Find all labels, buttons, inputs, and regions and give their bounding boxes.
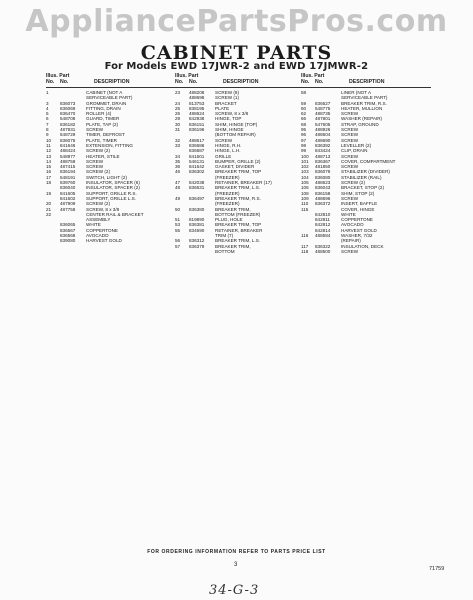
illus-no: 100 bbox=[301, 153, 309, 159]
illus-no: 36 bbox=[175, 164, 181, 170]
part-description: WASHER, 7/32 bbox=[341, 233, 373, 239]
column-header bbox=[175, 74, 306, 88]
part-description: SCREW bbox=[341, 111, 359, 117]
part-description: BREAKER TRIM, L.S. bbox=[215, 238, 261, 244]
header-illus-part: Illus. Part bbox=[175, 73, 199, 79]
part-description: SCREW bbox=[86, 164, 104, 170]
part-no: 836079 bbox=[315, 169, 331, 175]
illus-no: 17 bbox=[46, 174, 52, 180]
part-no: 487758 bbox=[60, 206, 76, 212]
part-no: 481850 bbox=[315, 164, 331, 170]
part-description: CENTER RAIL & BRACKET bbox=[86, 211, 144, 217]
part-description: BREAKER TRIM, R.S. bbox=[341, 100, 387, 106]
illus-no: 109 bbox=[301, 195, 309, 201]
illus-no: 10 bbox=[46, 137, 52, 143]
part-description: WASHER (REPAIR) bbox=[341, 116, 383, 122]
illus-no: 105 bbox=[301, 180, 309, 186]
part-no: 836151 bbox=[189, 121, 205, 127]
part-no: 836687 bbox=[189, 148, 205, 154]
part-no: 548708 bbox=[60, 116, 76, 122]
models-prefix: For Models bbox=[104, 61, 167, 72]
illus-no: 8 bbox=[46, 127, 49, 133]
illus-no: 5 bbox=[46, 111, 49, 117]
part-no: 488617 bbox=[189, 137, 205, 143]
part-description: SCREW bbox=[341, 127, 359, 133]
part-no: 836080 bbox=[315, 174, 331, 180]
part-description: WHITE bbox=[341, 211, 356, 217]
part-description: CABINET (NOT A bbox=[86, 90, 123, 95]
illus-no: 31 bbox=[175, 127, 181, 133]
part-description: STRAP, GROUND bbox=[341, 121, 379, 127]
part-description: PLUG, HOLE bbox=[215, 217, 243, 223]
part-no: 548191 bbox=[60, 174, 76, 180]
part-description: GASKET, DIVIDER bbox=[215, 164, 255, 170]
part-description: SCREW bbox=[341, 132, 359, 138]
illus-no: 16 bbox=[46, 169, 52, 175]
part-description: INSERT, BAFFLE bbox=[341, 201, 378, 207]
part-description: PLATE, TAP (2) bbox=[86, 121, 119, 127]
illus-no: 1 bbox=[46, 90, 49, 95]
illus-no: 99 bbox=[301, 148, 307, 154]
illus-no: 48 bbox=[175, 185, 181, 191]
part-no: 842812 bbox=[315, 222, 331, 228]
illus-no: 13 bbox=[46, 153, 52, 159]
page-number: 3 bbox=[234, 562, 238, 568]
header-description: DESCRIPTION bbox=[94, 79, 130, 85]
part-no: 813753 bbox=[189, 100, 205, 106]
illus-no: 24 bbox=[175, 100, 181, 106]
part-no: 488604 bbox=[315, 132, 331, 138]
part-no: 546131 bbox=[189, 158, 205, 164]
part-description: AVOCADO bbox=[86, 233, 109, 239]
parts-rows bbox=[175, 90, 306, 254]
illus-no: 56 bbox=[175, 238, 181, 244]
part-no: 839760 bbox=[60, 180, 76, 186]
part-no: 836312 bbox=[189, 238, 205, 244]
page-title: CABINET PARTS bbox=[140, 42, 333, 64]
illus-no: 22 bbox=[46, 211, 52, 217]
illus-no: 103 bbox=[301, 169, 309, 175]
part-description: SCREW bbox=[341, 248, 359, 254]
part-no: 841605 bbox=[60, 190, 76, 196]
illus-no: 102 bbox=[301, 164, 309, 170]
illus-no: 110 bbox=[301, 201, 309, 207]
header-part-no: No. bbox=[60, 79, 69, 85]
parts-rows bbox=[301, 90, 431, 254]
part-description: FITTING, DRAIN bbox=[86, 105, 121, 111]
illus-no: 6 bbox=[46, 116, 49, 122]
illus-no: 106 bbox=[301, 185, 309, 191]
part-no: 841646 bbox=[60, 142, 76, 148]
illus-no: 34 bbox=[175, 153, 181, 159]
part-no: 488584 bbox=[315, 233, 331, 239]
header-description: DESCRIPTION bbox=[223, 79, 259, 85]
part-description: BRACKET, STOP (2) bbox=[341, 185, 384, 191]
part-description: COPPERTONE bbox=[86, 227, 118, 233]
illus-no: 97 bbox=[301, 137, 307, 143]
header-illus-no: No. bbox=[301, 79, 310, 85]
model-numbers: EWD 17JWR-2 and EWD 17JMWR-2 bbox=[170, 61, 369, 72]
part-no: 488208 bbox=[189, 90, 205, 95]
part-description: SCREW, 8 x 3/8 bbox=[86, 206, 120, 212]
part-description: SCREW (2) bbox=[86, 201, 110, 207]
illus-no: 53 bbox=[175, 222, 181, 228]
part-description: HEATER, STILE bbox=[86, 153, 120, 159]
part-no: 842038 bbox=[189, 180, 205, 186]
part-no: 836372 bbox=[315, 201, 331, 207]
part-no: 488624 bbox=[189, 111, 205, 117]
part-no: 836158 bbox=[315, 190, 331, 196]
part-no: 487415 bbox=[60, 164, 76, 170]
part-description: SCREW bbox=[86, 158, 104, 164]
part-no: 836040 bbox=[60, 185, 76, 191]
part-description: RETAINER, BREAKER bbox=[215, 227, 263, 233]
part-no: 488759 bbox=[60, 158, 76, 164]
illus-no: 19 bbox=[46, 190, 52, 196]
parts-column-1 bbox=[46, 74, 178, 244]
part-no: 836073 bbox=[60, 100, 76, 106]
part-description: (FREEZER) bbox=[215, 190, 240, 196]
column-header bbox=[301, 74, 431, 88]
part-description: CLIP, DRAIN bbox=[341, 148, 368, 154]
part-description: BRACKET bbox=[215, 100, 237, 106]
header-illus-part: Illus. Part bbox=[301, 73, 325, 79]
part-description: HEATER, MULLION bbox=[341, 105, 383, 111]
part-no: 842814 bbox=[315, 227, 331, 233]
illus-no: 20 bbox=[46, 201, 52, 207]
part-no: 836367 bbox=[315, 158, 331, 164]
part-description: BREAKER TRIM, bbox=[215, 243, 251, 249]
header-part-no: No. bbox=[189, 79, 198, 85]
part-no: 548775 bbox=[315, 105, 331, 111]
part-description: AVOCADO bbox=[341, 222, 364, 228]
illus-no: 14 bbox=[46, 158, 52, 164]
illus-no: 30 bbox=[175, 121, 181, 127]
parts-row bbox=[175, 249, 306, 254]
part-no: 836568 bbox=[60, 233, 76, 239]
part-no: 488698 bbox=[189, 95, 205, 101]
part-no: 488690 bbox=[315, 137, 331, 143]
part-no: 487909 bbox=[60, 201, 76, 207]
part-description: (REPAIR) bbox=[341, 238, 361, 244]
part-description: SUPPORT, GRILLE R.S. bbox=[86, 190, 137, 196]
part-no: 841601 bbox=[189, 153, 205, 159]
part-description: BREAKER TRIM, TOP bbox=[215, 169, 262, 175]
part-description: (FREEZER) bbox=[215, 174, 240, 180]
part-description: HARVEST GOLD bbox=[341, 227, 377, 233]
part-description: HINGE, R.H. bbox=[215, 142, 242, 148]
part-description: STABILIZER (DIVIDER) bbox=[341, 169, 390, 175]
part-no: 488735 bbox=[315, 111, 331, 117]
part-no: 836196 bbox=[189, 127, 205, 133]
illus-no: 66 bbox=[301, 116, 307, 122]
part-description: COVER, COMPARTMENT bbox=[341, 158, 396, 164]
part-description: BREAKER TRIM, L.S. bbox=[215, 185, 261, 191]
part-no: 488926 bbox=[315, 127, 331, 133]
part-description: SHIM, HINGE bbox=[215, 127, 244, 133]
part-description: COVER, HINGE bbox=[341, 206, 375, 212]
part-description: ASSEMBLY bbox=[86, 217, 111, 223]
part-description: GROMMET, DRAIN bbox=[86, 100, 127, 106]
part-description: LEVELLER (2) bbox=[341, 142, 372, 148]
header-illus-no: No. bbox=[175, 79, 184, 85]
part-no: 488500 bbox=[315, 248, 331, 254]
part-description: BREAKER TRIM, R.S. bbox=[215, 195, 261, 201]
part-no: 547605 bbox=[315, 121, 331, 127]
part-description: SUPPORT, GRILLE L.S. bbox=[86, 195, 136, 201]
illus-no: 33 bbox=[175, 142, 181, 148]
part-description: SCREW (2) bbox=[86, 169, 110, 175]
illus-no: 25 bbox=[175, 105, 181, 111]
part-description: STABILIZER (RAIL) bbox=[341, 174, 382, 180]
part-description: BREAKER TRIM, TOP bbox=[215, 222, 262, 228]
part-description: COPPERTONE bbox=[341, 217, 373, 223]
header-illus-no: No. bbox=[46, 79, 55, 85]
part-no: 836470 bbox=[60, 111, 76, 117]
part-description: BOTTOM (FREEZER) bbox=[215, 211, 261, 217]
part-no: 836380 bbox=[189, 206, 205, 212]
illus-no: 116 bbox=[301, 233, 309, 239]
part-no: 836065 bbox=[60, 222, 76, 228]
part-no: 819890 bbox=[189, 217, 205, 223]
part-description: BOTTOM bbox=[215, 248, 235, 254]
part-no: 548729 bbox=[60, 132, 76, 138]
illus-no: 32 bbox=[175, 137, 181, 143]
part-description: SHIM, HINGE (TOP) bbox=[215, 121, 258, 127]
models-subtitle bbox=[0, 61, 473, 72]
part-no: 836686 bbox=[189, 142, 205, 148]
part-description: SCREW bbox=[341, 137, 359, 143]
illus-no: 21 bbox=[46, 206, 52, 212]
part-no: 836379 bbox=[189, 243, 205, 249]
illus-no: 35 bbox=[175, 158, 181, 164]
illus-no: 51 bbox=[175, 217, 181, 223]
part-description: SCREW bbox=[341, 164, 359, 170]
illus-no: 96 bbox=[301, 132, 307, 138]
part-description: SERVICEABLE PART) bbox=[341, 95, 388, 101]
part-no: 487801 bbox=[315, 116, 331, 122]
part-no: 834690 bbox=[189, 227, 205, 233]
illus-no: 4 bbox=[46, 105, 49, 111]
illus-no: 3 bbox=[46, 100, 49, 106]
illus-no: 98 bbox=[301, 142, 307, 148]
part-description: EXTENSION, FITTING bbox=[86, 142, 133, 148]
part-description: SCREW bbox=[215, 137, 233, 143]
column-header bbox=[46, 74, 178, 88]
part-no: 836322 bbox=[315, 243, 331, 249]
part-no: 842938 bbox=[189, 116, 205, 122]
illus-no: 115 bbox=[301, 206, 309, 212]
part-no: 548977 bbox=[60, 153, 76, 159]
part-description: INSULATOR, SPACER (2) bbox=[86, 185, 140, 191]
parts-column-3 bbox=[301, 74, 431, 254]
part-description: GUARD, TIMER bbox=[86, 116, 120, 122]
part-description: SERVICEABLE PART) bbox=[86, 95, 133, 101]
ordering-footnote: FOR ORDERING INFORMATION REFER TO PARTS PRICE LIST bbox=[147, 549, 326, 555]
illus-no: 101 bbox=[301, 158, 309, 164]
part-description: SCREW bbox=[341, 153, 359, 159]
parts-row bbox=[301, 249, 431, 254]
part-description: INSULATOR, SPACER (6) bbox=[86, 180, 140, 186]
illus-no: 9 bbox=[46, 132, 49, 138]
part-no: 488424 bbox=[60, 148, 76, 154]
part-no: 842810 bbox=[315, 211, 331, 217]
part-no: 488696 bbox=[315, 195, 331, 201]
part-no: 836194 bbox=[60, 169, 76, 175]
part-description: WHITE bbox=[86, 222, 101, 228]
illus-no: 47 bbox=[175, 180, 181, 186]
illus-no: 58 bbox=[301, 90, 307, 95]
part-no: 836567 bbox=[60, 227, 76, 233]
illus-no: 59 bbox=[301, 100, 307, 106]
part-description: HINGE, L.H. bbox=[215, 148, 241, 154]
part-description: HINGE, TOP bbox=[215, 116, 242, 122]
illus-no: 49 bbox=[175, 195, 181, 201]
part-no: 488623 bbox=[315, 180, 331, 186]
part-no: 487931 bbox=[60, 127, 76, 133]
illus-no: 68 bbox=[301, 121, 307, 127]
illus-no: 23 bbox=[175, 90, 181, 95]
part-description: (BOTTOM REPAIR) bbox=[215, 132, 256, 138]
part-description: SCREW, 8 x 3/8 bbox=[215, 111, 249, 117]
watermark: AppliancePartsPros.com bbox=[25, 4, 448, 39]
parts-column-2 bbox=[175, 74, 306, 254]
part-description: PLATE, TIMER bbox=[86, 137, 117, 143]
part-no: 836302 bbox=[189, 169, 205, 175]
part-description: SCREW bbox=[341, 195, 359, 201]
part-description: BREAKER TRIM, bbox=[215, 206, 251, 212]
part-description: SCREW bbox=[86, 127, 104, 133]
part-description: ROLLER (4) bbox=[86, 111, 112, 117]
part-description: SCREW (2) bbox=[341, 180, 365, 186]
part-description: SCREW (1) bbox=[215, 95, 239, 101]
illus-no: 12 bbox=[46, 148, 52, 154]
part-description: BUMPER, GRILLE (2) bbox=[215, 158, 261, 164]
part-description: TIMER, DEFROST bbox=[86, 132, 125, 138]
header-part-no: No. bbox=[315, 79, 324, 85]
part-no: 836043 bbox=[315, 185, 331, 191]
illus-no: 108 bbox=[301, 190, 309, 196]
part-description: SHIM, STOP (2) bbox=[341, 190, 375, 196]
part-description: SWITCH, LIGHT (2) bbox=[86, 174, 128, 180]
part-no: 836381 bbox=[189, 222, 205, 228]
illus-no: 57 bbox=[175, 243, 181, 249]
part-description: (FREEZER) bbox=[215, 201, 240, 207]
illus-no: 117 bbox=[301, 243, 309, 249]
part-no: 841642 bbox=[189, 164, 205, 170]
illus-no: 60 bbox=[301, 105, 307, 111]
illus-no: 62 bbox=[301, 111, 307, 117]
illus-no: 95 bbox=[301, 127, 307, 133]
parts-rows bbox=[46, 90, 178, 244]
part-no: 839080 bbox=[60, 238, 76, 244]
illus-no: 55 bbox=[175, 227, 181, 233]
part-description: GRILLE bbox=[215, 153, 232, 159]
illus-no: 118 bbox=[301, 248, 309, 254]
header-description: DESCRIPTION bbox=[349, 79, 385, 85]
part-no: 836182 bbox=[60, 121, 76, 127]
illus-no: 46 bbox=[175, 169, 181, 175]
part-no: 836392 bbox=[315, 142, 331, 148]
document-number: 71759 bbox=[429, 566, 445, 572]
part-no: 836631 bbox=[189, 185, 205, 191]
part-no: 836627 bbox=[315, 100, 331, 106]
illus-no: 50 bbox=[175, 206, 181, 212]
illus-no: 29 bbox=[175, 116, 181, 122]
part-description: HARVEST GOLD bbox=[86, 238, 122, 244]
part-description: PLATE bbox=[215, 105, 230, 111]
part-no: 843424 bbox=[315, 148, 331, 154]
part-no: 836497 bbox=[189, 195, 205, 201]
part-no: 842811 bbox=[315, 217, 330, 223]
illus-no: 104 bbox=[301, 174, 309, 180]
illus-no: 26 bbox=[175, 111, 181, 117]
part-no: 488713 bbox=[315, 153, 331, 159]
part-description: RETAINER, BREAKER (17) bbox=[215, 180, 272, 186]
part-no: 836069 bbox=[60, 105, 76, 111]
part-no: 836075 bbox=[60, 137, 76, 143]
handwritten-note: 34-G-3 bbox=[209, 583, 260, 598]
part-description: LINER (NOT A bbox=[341, 90, 372, 95]
part-no: 838195 bbox=[189, 105, 205, 111]
part-description: SCREW (8) bbox=[215, 90, 239, 95]
part-description: SCREW (2) bbox=[86, 148, 110, 154]
header-illus-part: Illus. Part bbox=[46, 73, 70, 79]
illus-no: 18 bbox=[46, 180, 52, 186]
parts-row bbox=[46, 238, 178, 243]
illus-no: 7 bbox=[46, 121, 49, 127]
part-description: INSULATION, DECK bbox=[341, 243, 384, 249]
illus-no: 15 bbox=[46, 164, 52, 170]
illus-no: 11 bbox=[46, 142, 51, 148]
part-description: TRIM (7) bbox=[215, 233, 234, 239]
part-no: 841602 bbox=[60, 195, 76, 201]
